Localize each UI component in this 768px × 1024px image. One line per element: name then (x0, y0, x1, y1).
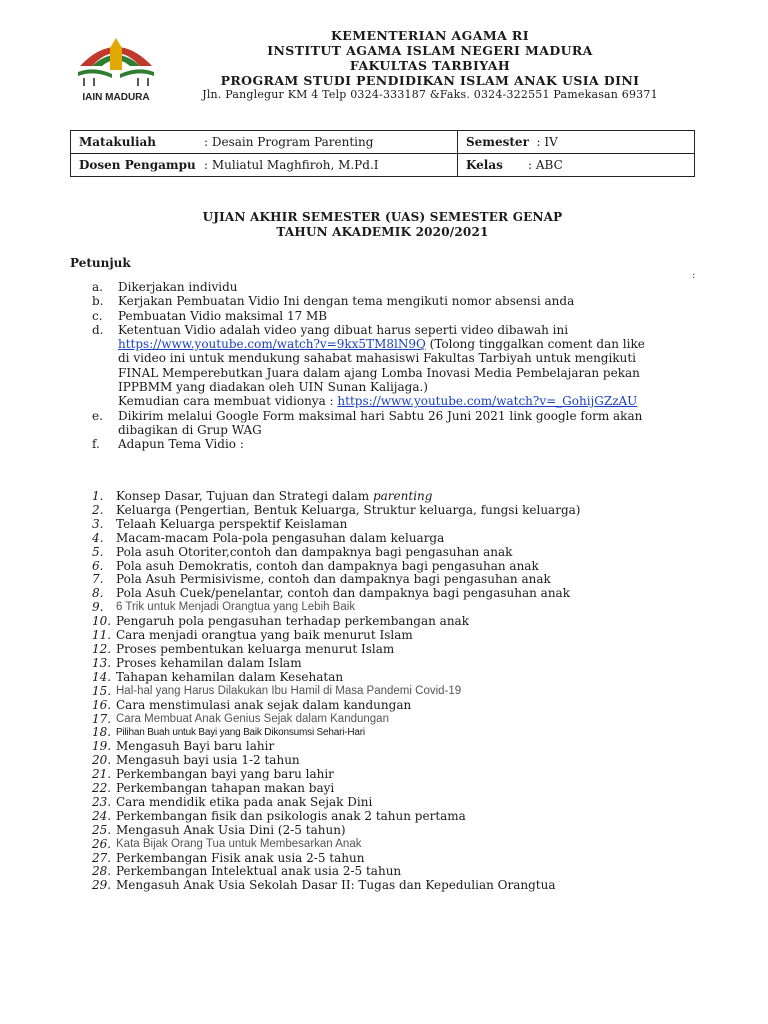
topic-text: Kata Bijak Orang Tua untuk Membesarkan Anak (116, 837, 362, 850)
program-name: PROGRAM STUDI PENDIDIKAN ISLAM ANAK USIA DINI (220, 73, 640, 88)
topic-number: 22. (92, 781, 112, 796)
letterhead (170, 28, 690, 102)
instructions-list (92, 280, 697, 452)
topic-item (92, 754, 697, 768)
topic-number: 26. (92, 836, 112, 851)
list-item: e. Dikirim melalui Google Form maksimal hari Sabtu 26 Juni 2021 link google form akan dibagikan di Grup WAG (92, 408, 643, 437)
topic-text: Konsep Dasar, Tujuan dan Strategi dalam parenting (116, 489, 433, 503)
topic-text: Mengasuh Anak Usia Dini (2-5 tahun) (116, 822, 346, 837)
topic-item (92, 601, 697, 615)
topic-number: 3. (92, 516, 104, 531)
instructions-heading: Petunjuk (70, 256, 131, 270)
topic-number: 1. (92, 489, 104, 503)
topic-number: 16. (92, 697, 112, 712)
topic-number: 24. (92, 808, 112, 823)
topic-item (92, 782, 697, 796)
stray-colon: : (692, 270, 696, 281)
topic-number: 25. (92, 822, 112, 837)
topic-item (92, 615, 697, 629)
course-info-table (70, 130, 695, 177)
class-label: Kelas (466, 158, 503, 172)
topic-number: 27. (92, 850, 112, 865)
topic-number: 2. (92, 502, 104, 517)
list-item: b. Kerjakan Pembuatan Vidio Ini dengan tema mengikuti nomor absensi anda (92, 294, 575, 309)
topic-number: 19. (92, 739, 112, 754)
topic-text: Proses pembentukan keluarga menurut Islam (116, 641, 395, 656)
course-value: : Desain Program Parenting (204, 135, 374, 149)
topic-number: 7. (92, 572, 104, 587)
topic-text: Mengasuh bayi usia 1-2 tahun (116, 753, 300, 768)
topic-text: Perkembangan bayi yang baru lahir (116, 767, 334, 782)
topic-item (92, 740, 697, 754)
topic-item (92, 518, 697, 532)
topic-text: Perkembangan Fisik anak usia 2-5 tahun (116, 850, 365, 865)
topic-text: Mengasuh Anak Usia Sekolah Dasar II: Tugas dan Kepedulian Orangtua (116, 878, 556, 893)
exam-title (70, 210, 695, 240)
list-item: d. Ketentuan Vidio adalah video yang dibuat harus seperti video dibawah ini https://www.youtube.com/watch?v=9kx5TM8lN9Q (Tolong tinggalkan coment dan like di video ini untuk mendukung sahabat mahasiswi Fakultas Tarbiyah untuk mengikuti FINAL Memperebutkan Juara dalam ajang Lomba Inovasi Media Pembelajaran pekan IPPBMM yang diadakan oleh UIN Sunan Kalijaga.) Kemudian cara membuat vidionya : https://www.youtube.com/watch?v=_GohijGZzAU (92, 322, 645, 409)
topic-number: 21. (92, 767, 112, 782)
exam-title-line2: TAHUN AKADEMIK 2020/2021 (276, 225, 489, 239)
topic-number: 15. (92, 683, 112, 698)
topic-text: Pola Asuh Cuek/penelantar, contoh dan dampaknya bagi pengasuhan anak (116, 586, 570, 601)
topic-item (92, 490, 697, 504)
topic-item (92, 685, 697, 699)
topic-item (92, 824, 697, 838)
table-row (71, 131, 695, 154)
topic-text: Hal-hal yang Harus Dilakukan Ibu Hamil di Masa Pandemi Covid-19 (116, 684, 462, 697)
topic-item (92, 671, 697, 685)
topic-number: 13. (92, 655, 112, 670)
topic-text: Pola asuh Otoriter,contoh dan dampaknya bagi pengasuhan anak (116, 544, 513, 559)
topic-item (92, 796, 697, 810)
ministry-name: KEMENTERIAN AGAMA RI (331, 28, 529, 43)
topic-item (92, 852, 697, 866)
topic-item (92, 879, 697, 893)
topic-text: Pengaruh pola pengasuhan terhadap perkembangan anak (116, 614, 469, 629)
topic-text: Perkembangan tahapan makan bayi (116, 781, 335, 796)
list-item: a. Dikerjakan individu (92, 280, 238, 294)
topic-item (92, 713, 697, 727)
topic-item (92, 560, 697, 574)
topic-item (92, 573, 697, 587)
address-line: Jln. Panglegur KM 4 Telp 0324-333187 &Faks. 0324-322551 Pamekasan 69371 (202, 88, 658, 101)
lecturer-label: Dosen Pengampu (79, 158, 196, 172)
topic-item (92, 657, 697, 671)
topic-text: Macam-macam Pola-pola pengasuhan dalam keluarga (116, 530, 445, 545)
topic-number: 11. (92, 628, 112, 643)
topic-number: 10. (92, 614, 112, 629)
topic-text: Pola Asuh Permisivisme, contoh dan dampaknya bagi pengasuhan anak (116, 572, 551, 587)
semester-value: : IV (536, 135, 558, 149)
topic-number: 6. (92, 558, 104, 573)
topic-text: Mengasuh Bayi baru lahir (116, 739, 275, 754)
topic-number: 9. (92, 600, 104, 615)
topic-text: Telaah Keluarga perspektif Keislaman (116, 516, 348, 531)
topic-item (92, 838, 697, 852)
class-value: : ABC (528, 158, 563, 172)
faculty-name: FAKULTAS TARBIYAH (349, 58, 511, 73)
topic-number: 14. (92, 669, 112, 684)
table-row (71, 154, 695, 177)
exam-title-line1: UJIAN AKHIR SEMESTER (UAS) SEMESTER GENAP (202, 210, 563, 224)
topic-text: Cara mendidik etika pada anak Sejak Dini (116, 794, 373, 809)
topic-item (92, 810, 697, 824)
svg-text:IAIN MADURA: IAIN MADURA (82, 92, 150, 103)
topic-number: 17. (92, 711, 112, 726)
topic-text-italic: parenting (372, 489, 433, 503)
topic-text: Perkembangan Intelektual anak usia 2-5 tahun (116, 864, 402, 879)
topic-text: Cara menjadi orangtua yang baik menurut Islam (116, 628, 413, 643)
topic-number: 18. (92, 725, 112, 740)
list-item: c. Pembuatan Vidio maksimal 17 MB (92, 308, 328, 323)
semester-cell (458, 131, 695, 154)
topic-text: Tahapan kehamilan dalam Kesehatan (116, 669, 344, 684)
iain-madura-logo (72, 26, 160, 106)
topic-number: 28. (92, 864, 112, 879)
course-label: Matakuliah (79, 135, 157, 149)
topic-item (92, 532, 697, 546)
example-video-link[interactable]: https://www.youtube.com/watch?v=9kx5TM8lN9Q (118, 337, 426, 352)
topic-number: 8. (92, 586, 104, 601)
semester-label: Semester (466, 135, 529, 149)
topic-text: Keluarga (Pengertian, Bentuk Keluarga, Struktur keluarga, fungsi keluarga) (116, 502, 581, 517)
lecturer-cell (71, 154, 458, 177)
course-cell (71, 131, 458, 154)
topic-item (92, 865, 697, 879)
list-item: f. Adapun Tema Vidio : (92, 437, 244, 452)
topic-number: 5. (92, 544, 104, 559)
topic-item (92, 726, 697, 740)
topic-item (92, 768, 697, 782)
topic-item (92, 504, 697, 518)
tutorial-video-link[interactable]: https://www.youtube.com/watch?v=_GohijGZzAU (337, 394, 638, 409)
topic-text: Perkembangan fisik dan psikologis anak 2 tahun pertama (116, 808, 466, 823)
topic-text: 6 Trik untuk Menjadi Orangtua yang Lebih Baik (116, 601, 356, 614)
lecturer-value: : Muliatul Maghfiroh, M.Pd.I (204, 158, 379, 172)
topic-text: Proses kehamilan dalam Islam (116, 655, 302, 670)
topic-text: Pilihan Buah untuk Bayi yang Baik Dikonsumsi Sehari-Hari (116, 727, 365, 739)
topic-number: 12. (92, 641, 112, 656)
topic-item (92, 587, 697, 601)
class-cell (458, 154, 695, 177)
topic-number: 23. (92, 794, 112, 809)
topic-text: Pola asuh Demokratis, contoh dan dampaknya bagi pengasuhan anak (116, 558, 539, 573)
topic-number: 4. (92, 530, 104, 545)
topic-item (92, 546, 697, 560)
topic-text: Cara Membuat Anak Genius Sejak dalam Kandungan (116, 712, 389, 725)
institute-name: INSTITUT AGAMA ISLAM NEGERI MADURA (267, 43, 593, 58)
topic-number: 20. (92, 753, 112, 768)
topics-list (92, 490, 697, 893)
topic-item (92, 643, 697, 657)
topic-item (92, 699, 697, 713)
topic-number: 29. (92, 878, 112, 893)
topic-text: Cara menstimulasi anak sejak dalam kandungan (116, 697, 412, 712)
topic-item (92, 629, 697, 643)
